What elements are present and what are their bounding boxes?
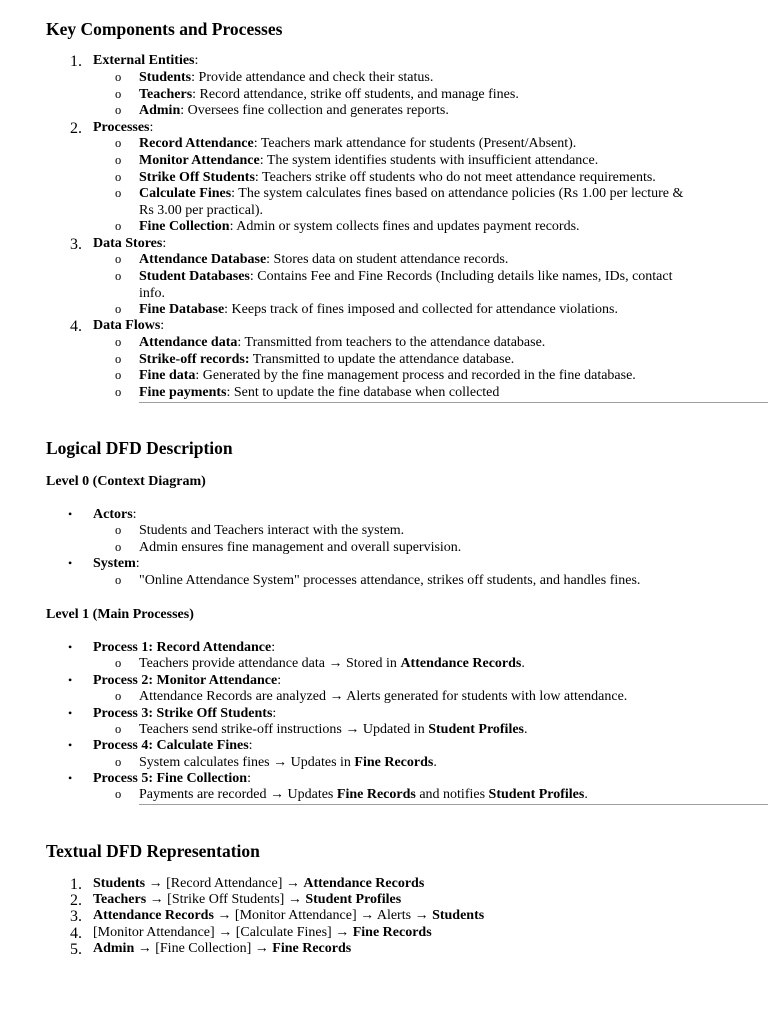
sub-bullet: o (115, 186, 122, 200)
sub-bullet: o (115, 755, 122, 769)
sub-bullet: o (115, 252, 122, 266)
bullet: • (68, 507, 73, 521)
dfd-row-1: Students → [Record Attendance] → Attendance Records (93, 876, 425, 891)
sub-item-student-db: Student Databases: Contains Fee and Fine Records (Including details like names, IDs, contact (139, 269, 673, 284)
horizontal-rule (139, 804, 768, 805)
horizontal-rule (139, 402, 768, 403)
list-number: 3. (70, 908, 82, 925)
sub-item-monitor-attendance: Monitor Attendance: The system identifies students with insufficient attendance. (139, 153, 599, 168)
sub-item-strike-off: Strike Off Students: Teachers strike off students who do not meet attendance requirements. (139, 170, 656, 185)
sub-item-process-3: Teachers send strike-off instructions → Updated in Student Profiles. (139, 722, 528, 737)
sub-item-fine-db: Fine Database: Keeps track of fines imposed and collected for attendance violations. (139, 302, 618, 317)
list-number: 4. (70, 925, 82, 942)
section-heading-logical-dfd: Logical DFD Description (46, 438, 233, 458)
sub-item-process-4: System calculates fines → Updates in Fine Records. (139, 755, 437, 770)
sub-bullet: o (115, 540, 122, 554)
sub-item-students: Students: Provide attendance and check their status. (139, 70, 434, 85)
sub-item-fine-data: Fine data: Generated by the fine management process and recorded in the fine database. (139, 368, 636, 383)
bullet: • (68, 706, 73, 720)
list-item-process-2: Process 2: Monitor Attendance: (93, 673, 282, 688)
list-number: 4. (70, 318, 82, 335)
list-number: 3. (70, 236, 82, 253)
list-item-external-entities: External Entities: (93, 53, 199, 68)
list-number: 2. (70, 120, 82, 137)
sub-item-calculate-fines: Calculate Fines: The system calculates fines based on attendance policies (Rs 1.00 per lecture & (139, 186, 684, 201)
dfd-row-2: Teachers → [Strike Off Students] → Student Profiles (93, 892, 402, 907)
sub-item-actors-1: Students and Teachers interact with the system. (139, 523, 405, 538)
bullet: • (68, 738, 73, 752)
list-number: 1. (70, 53, 82, 70)
sub-bullet: o (115, 170, 122, 184)
list-number: 2. (70, 892, 82, 909)
subheading-level-0: Level 0 (Context Diagram) (46, 474, 206, 489)
sub-bullet: o (115, 103, 122, 117)
sub-bullet: o (115, 689, 122, 703)
sub-item-process-5: Payments are recorded → Updates Fine Records and notifies Student Profiles. (139, 787, 588, 802)
list-item-process-5: Process 5: Fine Collection: (93, 771, 251, 786)
sub-bullet: o (115, 269, 122, 283)
sub-item-student-db-cont: info. (139, 286, 166, 301)
bullet: • (68, 556, 73, 570)
list-item-data-flows: Data Flows: (93, 318, 165, 333)
dfd-row-4: [Monitor Attendance] → [Calculate Fines] → Fine Records (93, 925, 432, 940)
sub-item-admin: Admin: Oversees fine collection and generates reports. (139, 103, 449, 118)
sub-item-calculate-fines-cont: Rs 3.00 per practical). (139, 203, 264, 218)
item-title: External Entities (93, 53, 195, 68)
sub-bullet: o (115, 722, 122, 736)
bullet: • (68, 640, 73, 654)
sub-item-actors-2: Admin ensures fine management and overall supervision. (139, 540, 462, 555)
sub-item-process-1: Teachers provide attendance data → Stored in Attendance Records. (139, 656, 525, 671)
list-item-actors: Actors: (93, 507, 137, 522)
list-item-system: System: (93, 556, 140, 571)
sub-item-strike-off-records: Strike-off records: Transmitted to update the attendance database. (139, 352, 515, 367)
sub-bullet: o (115, 368, 122, 382)
sub-bullet: o (115, 87, 122, 101)
dfd-row-5: Admin → [Fine Collection] → Fine Records (93, 941, 352, 956)
sub-bullet: o (115, 656, 122, 670)
subheading-level-1: Level 1 (Main Processes) (46, 607, 194, 622)
sub-bullet: o (115, 352, 122, 366)
sub-bullet: o (115, 787, 122, 801)
list-item-process-1: Process 1: Record Attendance: (93, 640, 276, 655)
sub-bullet: o (115, 523, 122, 537)
sub-item-system-1: "Online Attendance System" processes attendance, strikes off students, and handles fines. (139, 573, 641, 588)
list-item-process-4: Process 4: Calculate Fines: (93, 738, 253, 753)
sub-bullet: o (115, 335, 122, 349)
list-item-data-stores: Data Stores: (93, 236, 167, 251)
sub-item-fine-collection: Fine Collection: Admin or system collects fines and updates payment records. (139, 219, 580, 234)
list-item-process-3: Process 3: Strike Off Students: (93, 706, 277, 721)
sub-bullet: o (115, 70, 122, 84)
sub-item-process-2: Attendance Records are analyzed → Alerts generated for students with low attendance. (139, 689, 628, 704)
sub-bullet: o (115, 219, 122, 233)
section-heading-key-components: Key Components and Processes (46, 19, 283, 39)
bullet: • (68, 673, 73, 687)
sub-item-attendance-db: Attendance Database: Stores data on student attendance records. (139, 252, 509, 267)
sub-bullet: o (115, 136, 122, 150)
list-item-processes: Processes: (93, 120, 154, 135)
sub-bullet: o (115, 573, 122, 587)
sub-bullet: o (115, 153, 122, 167)
sub-item-teachers: Teachers: Record attendance, strike off students, and manage fines. (139, 87, 519, 102)
section-heading-textual-dfd: Textual DFD Representation (46, 841, 260, 861)
list-number: 5. (70, 941, 82, 958)
sub-bullet: o (115, 302, 122, 316)
sub-bullet: o (115, 385, 122, 399)
dfd-row-3: Attendance Records → [Monitor Attendance] → Alerts → Students (93, 908, 485, 923)
list-number: 1. (70, 876, 82, 893)
sub-item-fine-payments: Fine payments: Sent to update the fine database when collected (139, 385, 500, 400)
sub-item-record-attendance: Record Attendance: Teachers mark attendance for students (Present/Absent). (139, 136, 577, 151)
bullet: • (68, 771, 73, 785)
sub-item-attendance-data: Attendance data: Transmitted from teachers to the attendance database. (139, 335, 546, 350)
